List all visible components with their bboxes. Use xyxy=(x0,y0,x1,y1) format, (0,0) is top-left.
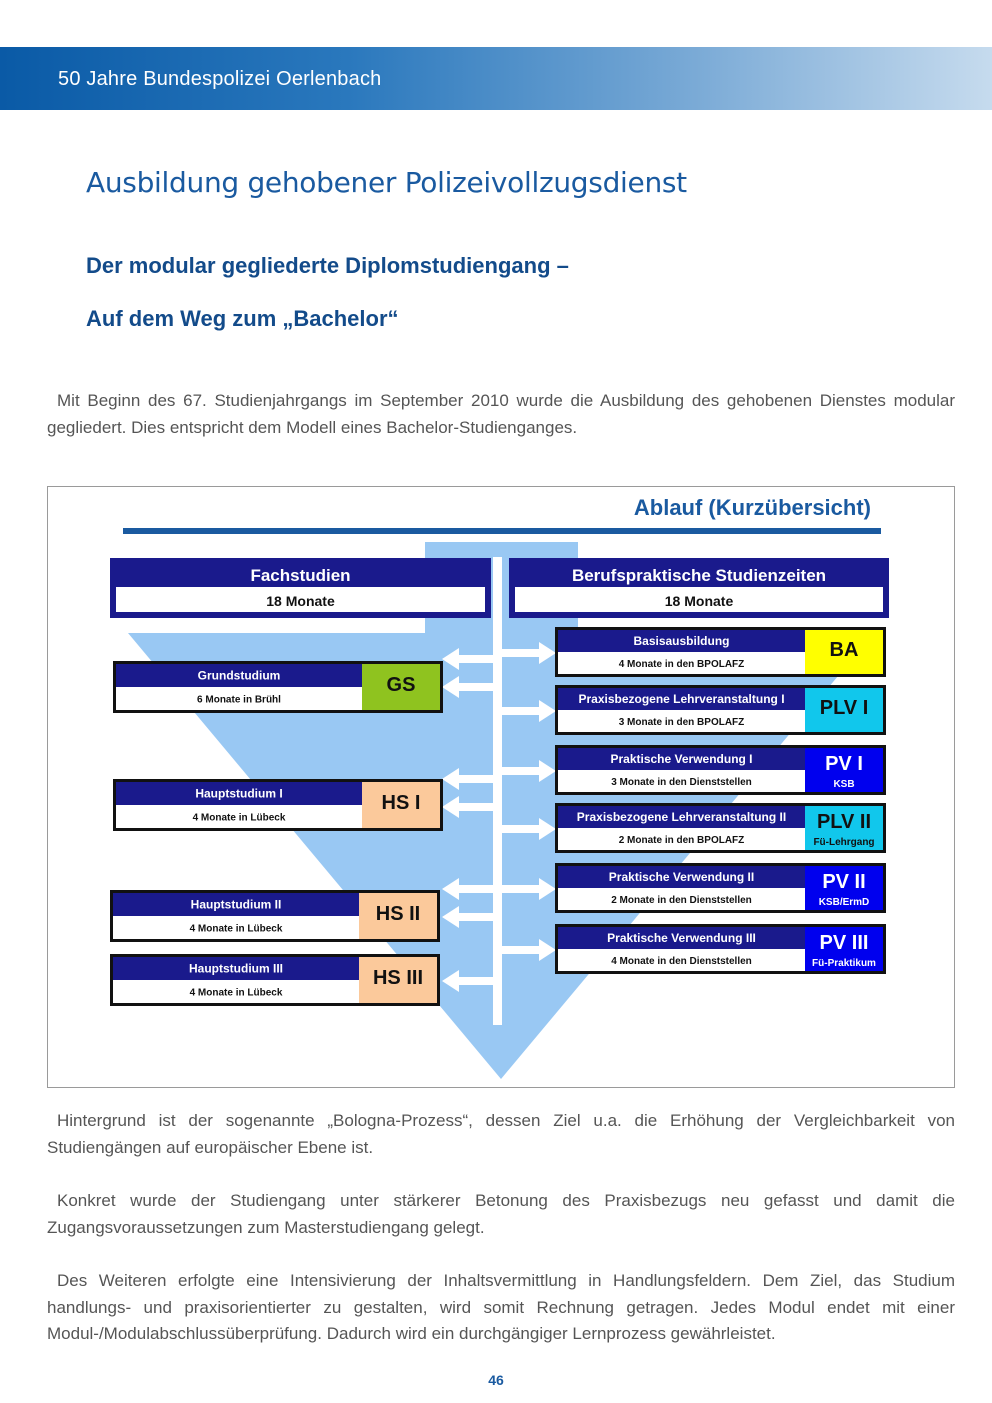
right-module-pv-iii-detail: 4 Monate in den Dienststellen xyxy=(611,956,752,967)
left-module-hs-i-detail: 4 Monate in Lübeck xyxy=(192,812,286,824)
right-module-ba-code: BA xyxy=(829,639,859,661)
right-module-pv-iii-sub: Fü-Praktikum xyxy=(812,958,876,969)
right-module-plv-ii-detail: 2 Monate in den BPOLAFZ xyxy=(618,835,745,846)
right-arrow-5-shaft xyxy=(502,946,541,954)
right-module-pv-iii-name: Praktische Verwendung III xyxy=(607,931,756,945)
left-arrow-2-1-shaft xyxy=(457,913,493,921)
paragraph-intro: Mit Beginn des 67. Studienjahrgangs im September 2010 wurde die Ausbildung des gehobenen Dienstes modular gegliedert. Dies entspricht dem Modell eines Bachelor-Studienganges. xyxy=(47,391,955,437)
left-arrow-1-0-shaft xyxy=(457,775,493,783)
left-module-hs-i-code: HS I xyxy=(381,792,421,814)
left-module-hs-iii-code: HS III xyxy=(372,967,424,989)
right-module-plv-ii-code: PLV II xyxy=(816,811,872,833)
left-module-hs-i-name: Hauptstudium I xyxy=(195,786,283,801)
subtitle-line-1: Der modular gegliederte Diplomstudiengang – xyxy=(86,253,569,278)
left-module-gs-name: Grundstudium xyxy=(197,668,281,683)
diagram-canvas xyxy=(48,487,954,1087)
left-module-hs-ii-name: Hauptstudium II xyxy=(190,897,282,912)
right-module-pv-iii-code: PV III xyxy=(819,932,869,954)
right-header-title: Berufspraktische Studienzeiten xyxy=(571,566,827,585)
right-arrow-2-shaft xyxy=(502,767,541,775)
right-arrow-0-shaft xyxy=(502,649,541,657)
paragraph-handlungsfelder: Des Weiteren erfolgte eine Intensivierung der Inhaltsvermittlung in Handlungsfeldern. Dem Ziel, das Studium handlungs- und praxisorientierter zu gestalten, wird somit Rechnung getragen. Jedes Modul endet mit einer Modul-/Modulabschlussüberprüfung. Dadurch wird ein durchgängiger Lernprozess gewährleistet. xyxy=(47,1271,955,1343)
left-module-hs-iii-detail: 4 Monate in Lübeck xyxy=(189,987,283,999)
right-module-pv-ii-code: PV II xyxy=(822,871,866,893)
right-module-pv-ii-sub: KSB/ErmD xyxy=(818,897,870,908)
right-module-plv-i-name: Praxisbezogene Lehrveranstaltung I xyxy=(578,692,785,706)
right-module-plv-ii-sub: Fü-Lehrgang xyxy=(813,837,875,848)
study-flow-diagram xyxy=(47,486,955,1088)
left-module-gs-detail: 6 Monate in Brühl xyxy=(197,694,281,706)
right-module-ba-name: Basisausbildung xyxy=(633,634,730,648)
left-module-hs-ii-detail: 4 Monate in Lübeck xyxy=(189,923,283,935)
right-module-pv-ii-name: Praktische Verwendung II xyxy=(608,870,755,884)
central-spine xyxy=(493,557,502,1025)
right-arrow-1-shaft xyxy=(502,707,541,715)
right-module-pv-i-name: Praktische Verwendung I xyxy=(610,752,753,766)
header-title: 50 Jahre Bundespolizei Oerlenbach xyxy=(58,68,382,90)
left-header-title: Fachstudien xyxy=(250,566,351,585)
right-module-pv-i-detail: 3 Monate in den Dienststellen xyxy=(611,777,752,788)
right-module-pv-ii-detail: 2 Monate in den Dienststellen xyxy=(611,895,752,906)
page-number: 46 xyxy=(488,1372,504,1388)
right-arrow-3-shaft xyxy=(502,825,541,833)
left-header-duration: 18 Monate xyxy=(266,593,335,609)
paragraph-bologna: Hintergrund ist der sogenannte „Bologna-Prozess“, dessen Ziel u.a. die Erhöhung der Vergleichbarkeit von Studiengängen auf europäischer Ebene ist. xyxy=(47,1111,955,1157)
paragraph-master: Konkret wurde der Studiengang unter stärkerer Betonung des Praxisbezugs neu gefasst und damit die Zugangsvoraussetzungen zum Masterstudiengang gelegt. xyxy=(47,1191,955,1237)
left-module-hs-ii-code: HS II xyxy=(375,903,421,925)
page-title: Ausbildung gehobener Polizeivollzugsdienst xyxy=(86,166,687,199)
right-module-plv-ii-name: Praxisbezogene Lehrveranstaltung II xyxy=(576,810,787,824)
right-module-plv-i-detail: 3 Monate in den BPOLAFZ xyxy=(618,717,745,728)
left-arrow-0-1-shaft xyxy=(457,683,493,691)
right-header-duration: 18 Monate xyxy=(664,593,734,609)
left-module-gs-code: GS xyxy=(386,674,416,696)
subtitle-line-2: Auf dem Weg zum „Bachelor“ xyxy=(86,306,399,331)
right-module-pv-i-sub: KSB xyxy=(833,779,855,790)
title-rule xyxy=(123,528,881,534)
right-module-ba-detail: 4 Monate in den BPOLAFZ xyxy=(618,659,745,670)
right-module-pv-i-code: PV I xyxy=(825,753,863,775)
diagram-title: Ablauf (Kurzübersicht) xyxy=(633,495,871,520)
left-arrow-1-1-shaft xyxy=(457,803,493,811)
left-arrow-3-0-shaft xyxy=(457,977,493,985)
left-arrow-0-0-shaft xyxy=(457,655,493,663)
left-module-hs-iii-name: Hauptstudium III xyxy=(189,961,283,976)
left-arrow-2-0-shaft xyxy=(457,885,493,893)
right-arrow-4-shaft xyxy=(502,885,541,893)
right-module-plv-i-code: PLV I xyxy=(819,697,869,719)
